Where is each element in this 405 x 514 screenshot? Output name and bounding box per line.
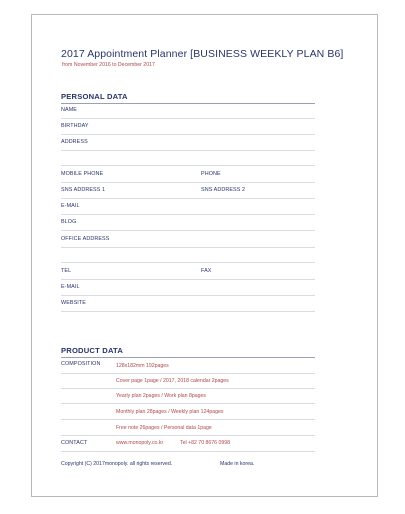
composition-line <box>61 419 315 420</box>
composition-item: Free note 26pages / Personal data 1page <box>116 425 212 431</box>
email-2-label: E-MAIL <box>61 284 80 290</box>
address-label: ADDRESS <box>61 139 88 145</box>
copyright-text: Copyright (C) 2017monopoly. all rights reserved. <box>61 461 173 467</box>
phone-line <box>61 182 315 183</box>
mobile-phone-label: MOBILE PHONE <box>61 171 104 177</box>
composition-item: Monthly plan 28pages / Weekly plan 124pages <box>116 409 224 415</box>
sns-address-2-label: SNS ADDRESS 2 <box>201 187 246 193</box>
office-address-line-2 <box>61 262 315 263</box>
email-2-line <box>61 295 315 296</box>
birthday-line <box>61 134 315 135</box>
address-line <box>61 150 315 151</box>
composition-item: Cover page 1page / 2017, 2018 calendar 2pages <box>116 378 229 384</box>
fax-label: FAX <box>201 268 212 274</box>
composition-line <box>61 388 315 389</box>
tel-label: TEL <box>61 268 72 274</box>
contact-line <box>61 451 315 452</box>
made-in-text: Made in korea. <box>220 461 255 467</box>
sns-line <box>61 198 315 199</box>
contact-website: www.monopoly.co.kr <box>116 440 164 446</box>
composition-item: Yearly plan 2pages / Work plan 8pages <box>116 393 206 399</box>
composition-label: COMPOSITION <box>61 361 101 367</box>
composition-item: 128x182mm 192pages <box>116 363 169 369</box>
email-line <box>61 214 315 215</box>
contact-label: CONTACT <box>61 440 88 446</box>
blog-line <box>61 230 315 231</box>
website-line <box>61 311 315 312</box>
blog-label: BLOG <box>61 219 77 225</box>
sns-address-1-label: SNS ADDRESS 1 <box>61 187 106 193</box>
email-label: E-MAIL <box>61 203 80 209</box>
planner-page <box>31 14 378 497</box>
name-label: NAME <box>61 107 77 113</box>
office-address-label: OFFICE ADDRESS <box>61 236 110 242</box>
composition-line <box>61 373 315 374</box>
personal-data-heading: PERSONAL DATA <box>61 92 128 101</box>
name-line <box>61 118 315 119</box>
birthday-label: BIRTHDAY <box>61 123 89 129</box>
office-address-line <box>61 247 315 248</box>
composition-line <box>61 403 315 404</box>
tel-fax-line <box>61 279 315 280</box>
address-line-2 <box>61 165 315 166</box>
contact-tel: Tel +82 70 8676 0998 <box>180 440 231 446</box>
composition-line <box>61 435 315 436</box>
phone-label: PHONE <box>201 171 221 177</box>
page-subtitle: from November 2016 to December 2017 <box>62 62 155 68</box>
product-data-heading: PRODUCT DATA <box>61 346 124 355</box>
product-heading-rule <box>61 357 315 358</box>
page-title: 2017 Appointment Planner [BUSINESS WEEKLY PLAN B6] <box>61 48 344 60</box>
website-label: WEBSITE <box>61 300 86 306</box>
personal-heading-rule <box>61 103 315 104</box>
